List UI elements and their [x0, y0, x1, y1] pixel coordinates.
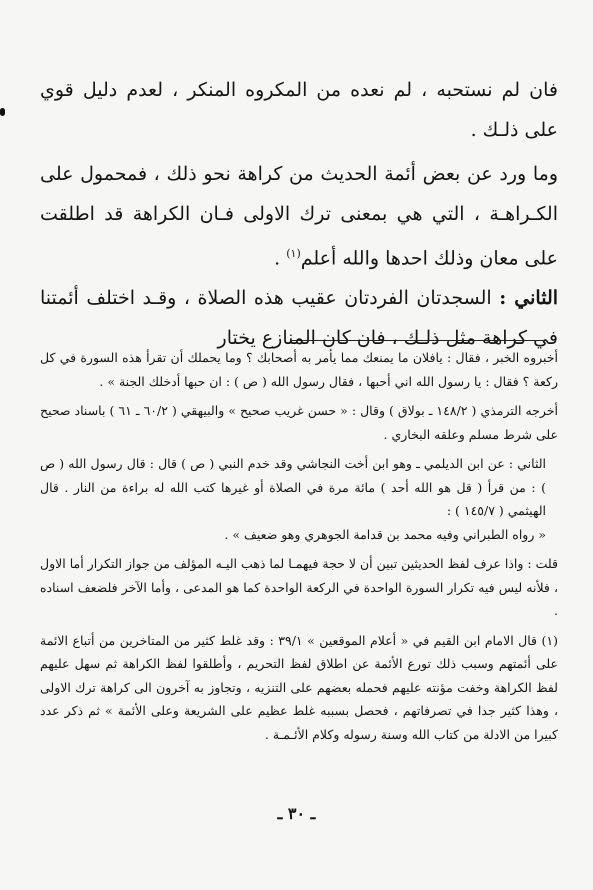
footnote-ref: (١)	[286, 247, 301, 260]
paragraph-2-end: .	[274, 247, 287, 270]
footnote-2: أخرجه الترمذي ( ١٤٨/٢ ـ بولاق ) وقال : « حسن غريب صحيح » والبيهقي ( ٦٠/٢ ـ ٦١ ) باسناد صحيح على شرط مسلم وعلقه البخاري .	[40, 403, 558, 442]
footnote-1: أخبروه الخبر ، فقال : يافلان ما يمنعك مما يأمر به أصحابك ؟ وما يحملك أن تقرأ هذه السورة في كل ركعة ؟ فقال : يا رسول الله اني أحبها ، فقال رسول الله ( ص ) : ان حبها أدخلك الجنة » .	[40, 350, 558, 389]
paragraph-2-text: وما ورد عن بعض أئمة الحديث من كراهة نحو ذلك ، فمحمول على الكـراهـة ، التي هي بمعنى ترك الاولى فـان الكراهة قد اطلقت على معان وذلك احدها والله أعلم	[40, 163, 558, 270]
footnote-4: قلت : واذا عرف لفظ الحديثين تبين أن لا حجة فيهمـا لما ذهب اليـه المؤلف من جواز التكرار أما الاول ، فلأنه ليس فيه تكرار السورة الواحدة في الركعة الواحدة كما هو المدعى ، وأما الآخر فلضعف اسناده .	[40, 556, 558, 618]
paragraph-3-label: الثاني :	[499, 287, 559, 310]
paragraph-2	[40, 154, 558, 278]
footnote-3-quote: « رواه الطبراني وفيه محمد بن قدامة الجوهري وهو ضعيف » .	[224, 526, 546, 542]
footnotes	[40, 346, 558, 746]
page-number: ـ ٣٠ ـ	[277, 804, 316, 823]
paragraph-3-text: السجدتان الفردتان عقيب هذه الصلاة ، وقـد اختلف أئمتنا في كراهة مثل ذلـك ، فان كان المنازع يختار	[40, 287, 558, 350]
footnote-5: (١) قال الامام ابن القيم في « أعلام الموقعين » ٣٩/١ : وقد غلط كثير من المتاخرين من أتباع الائمة على أئمتهم وسبب ذلك تورع الأئمة عن اطلاق لفظ التحريم ، وأطلقوا لفظ الكراهة ثم سهل عليهم لفظ الكراهة وخفت مؤنته عليهم فحمله بعضهم على التنزيه ، وتجاوز به آخرون الى كراهة ترك الاولى ، وهذا كثير جدا في تصرفاتهم ، فحصل بسببه غلط عظيم على الشريعة وعلى الأئمة » ثم ذكر عدد كبيرا من الادلة من كتاب الله وسنة رسوله وكلام الأئـمـة .	[40, 632, 559, 742]
footnote-3: الثاني : عن ابن الديلمي ـ وهو ابن أخت النجاشي وقد خدم النبي ( ص ) قال : قال رسول الله ( ص ) : من قرأ ( قل هو الله أحد ) مائة مرة في الصلاة أو غيرها كتب الله له براءة من النار . قال الهيثمي ( ١٤٥/٧ ) :	[40, 456, 546, 518]
scan-mark	[0, 108, 5, 116]
footnote-divider	[290, 340, 543, 341]
main-text	[40, 70, 558, 358]
paragraph-1: فان لم نستحبه ، لم نعده من المكروه المنكر ، لعدم دليل قوي على ذلـك .	[40, 79, 558, 141]
